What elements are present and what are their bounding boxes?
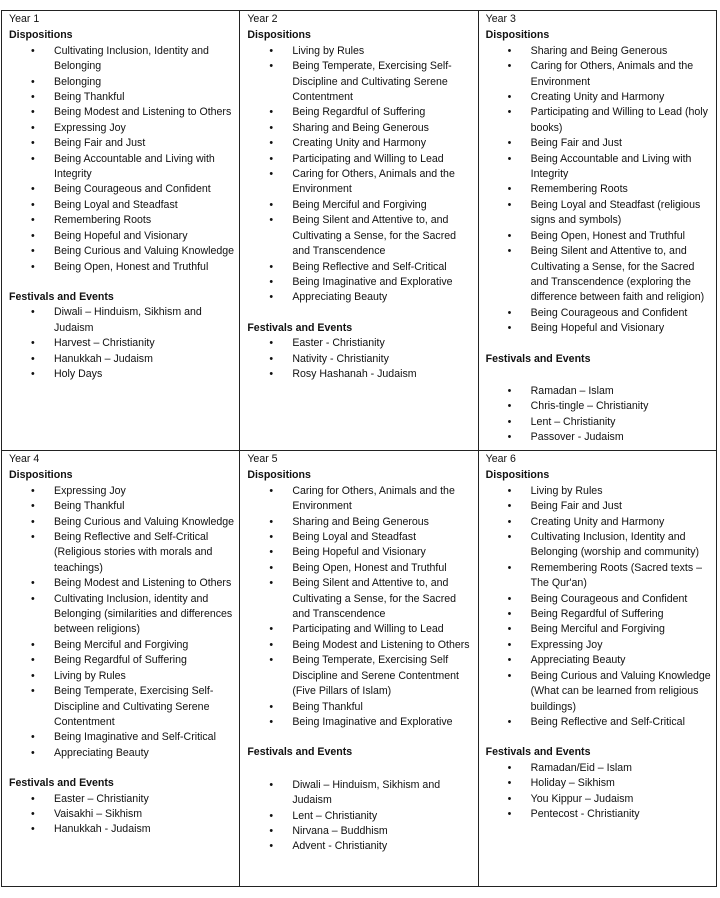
spacer — [247, 761, 473, 778]
dispositions-list — [486, 484, 712, 731]
list-item: • Being Accountable and Living with Integrity — [9, 152, 235, 183]
list-item: • Being Fair and Just — [9, 136, 235, 151]
list-item: • Being Reflective and Self-Critical (Religious stories with morals and teachings) — [9, 530, 235, 576]
list-item: • Being Thankful — [9, 90, 235, 105]
list-item: • Cultivating Inclusion, Identity and Belonging (worship and community) — [486, 530, 712, 561]
list-item: • Being Curious and Valuing Knowledge — [9, 244, 235, 259]
list-item: • Advent - Christianity — [247, 839, 473, 854]
dispositions-list — [9, 44, 235, 275]
list-item: • Being Temperate, Exercising Self-Discipline and Cultivating Serene Contentment — [9, 684, 235, 730]
list-item: • Being Hopeful and Visionary — [9, 229, 235, 244]
list-item: • Nativity - Christianity — [247, 352, 473, 367]
festivals-list — [247, 778, 473, 855]
list-item: • Being Loyal and Steadfast — [9, 198, 235, 213]
list-item: • Being Courageous and Confident — [486, 306, 712, 321]
list-item: • Diwali – Hinduism, Sikhism and Judaism — [9, 305, 235, 336]
festivals-heading: Festivals and Events — [247, 321, 353, 334]
list-item: • Harvest – Christianity — [9, 336, 235, 351]
festivals-list — [9, 792, 235, 838]
list-item: • Participating and Willing to Lead — [247, 152, 473, 167]
dispositions-heading: Dispositions — [485, 29, 550, 42]
list-item: • Being Temperate, Exercising Self Discipline and Serene Contentment (Five Pillars of Islam) — [247, 653, 473, 699]
list-item: • Being Accountable and Living with Integrity — [486, 152, 712, 183]
dispositions-heading: Dispositions — [247, 29, 311, 42]
festivals-heading: Festivals and Events — [485, 352, 591, 365]
list-item: • Sharing and Being Generous — [247, 121, 473, 136]
dispositions-list — [247, 484, 473, 731]
list-item: • Being Merciful and Forgiving — [9, 638, 235, 653]
list-item: • Being Reflective and Self-Critical — [247, 260, 473, 275]
list-item: • Being Courageous and Confident — [486, 592, 712, 607]
list-item: • Being Fair and Just — [486, 499, 712, 514]
list-item: • Being Courageous and Confident — [9, 182, 235, 197]
list-item: • Being Silent and Attentive to, and Cultivating a Sense, for the Sacred and Transcendence (exploring the difference between faith and religion) — [486, 244, 712, 306]
list-item: • Appreciating Beauty — [247, 290, 473, 305]
dispositions-list — [486, 44, 712, 337]
list-item: • Being Curious and Valuing Knowledge — [9, 515, 235, 530]
list-item: • Being Loyal and Steadfast (religious signs and symbols) — [486, 198, 712, 229]
dispositions-list — [247, 44, 473, 306]
list-item: • Sharing and Being Generous — [247, 515, 473, 530]
list-item: • Being Hopeful and Visionary — [486, 321, 712, 336]
table-row — [2, 451, 717, 887]
year-cell — [240, 11, 478, 451]
list-item: • Being Temperate, Exercising Self-Discipline and Cultivating Serene Contentment — [247, 59, 473, 105]
spacer — [247, 730, 473, 745]
year-label: Year 1 — [9, 13, 40, 25]
list-item: • Being Open, Honest and Truthful — [247, 561, 473, 576]
list-item: • Being Modest and Listening to Others — [9, 576, 235, 591]
list-item: • Easter – Christianity — [9, 792, 235, 807]
list-item: • Passover - Judaism — [486, 430, 712, 445]
spacer — [486, 367, 712, 384]
spacer — [9, 761, 235, 776]
year-label: Year 4 — [9, 453, 40, 465]
festivals-heading: Festivals and Events — [247, 746, 353, 759]
list-item: • Being Regardful of Suffering — [247, 105, 473, 120]
year-label: Year 6 — [485, 453, 516, 465]
list-item: • Being Regardful of Suffering — [486, 607, 712, 622]
list-item: • Rosy Hashanah - Judaism — [247, 367, 473, 382]
year-cell — [2, 11, 240, 451]
year-label: Year 5 — [247, 453, 278, 465]
dispositions-heading: Dispositions — [9, 29, 73, 42]
list-item: • Expressing Joy — [486, 638, 712, 653]
list-item: • You Kippur – Judaism — [486, 792, 712, 807]
year-cell — [478, 451, 716, 887]
list-item: • Being Open, Honest and Truthful — [9, 260, 235, 275]
list-item: • Being Reflective and Self-Critical — [486, 715, 712, 730]
year-cell — [478, 11, 716, 451]
spacer — [247, 306, 473, 321]
festivals-heading: Festivals and Events — [9, 777, 114, 790]
list-item: • Creating Unity and Harmony — [486, 515, 712, 530]
list-item: • Being Regardful of Suffering — [9, 653, 235, 668]
list-item: • Diwali – Hinduism, Sikhism and Judaism — [247, 778, 473, 809]
table-row — [2, 11, 717, 451]
list-item: • Remembering Roots (Sacred texts – The Qur'an) — [486, 561, 712, 592]
list-item: • Easter - Christianity — [247, 336, 473, 351]
year-cell — [240, 451, 478, 887]
list-item: • Being Modest and Listening to Others — [9, 105, 235, 120]
list-item: • Vaisakhi – Sikhism — [9, 807, 235, 822]
festivals-list — [486, 384, 712, 446]
list-item: • Being Hopeful and Visionary — [247, 545, 473, 560]
spacer — [486, 730, 712, 745]
list-item: • Living by Rules — [247, 44, 473, 59]
list-item: • Appreciating Beauty — [486, 653, 712, 668]
festivals-list — [486, 761, 712, 823]
list-item: • Being Fair and Just — [486, 136, 712, 151]
list-item: • Being Imaginative and Self-Critical — [9, 730, 235, 745]
dispositions-heading: Dispositions — [485, 469, 550, 482]
list-item: • Holiday – Sikhism — [486, 776, 712, 791]
year-label: Year 3 — [485, 13, 516, 25]
list-item: • Participating and Willing to Lead (holy books) — [486, 105, 712, 136]
festivals-list — [247, 336, 473, 382]
list-item: • Chris-tingle – Christianity — [486, 399, 712, 414]
list-item: • Lent – Christianity — [486, 415, 712, 430]
list-item: • Being Thankful — [247, 700, 473, 715]
list-item: • Cultivating Inclusion, identity and Belonging (similarities and differences between religions) — [9, 592, 235, 638]
dispositions-heading: Dispositions — [247, 469, 311, 482]
list-item: • Remembering Roots — [486, 182, 712, 197]
year-label: Year 2 — [247, 13, 278, 25]
list-item: • Being Silent and Attentive to, and Cultivating a Sense, for the Sacred and Transcendence — [247, 213, 473, 259]
list-item: • Hanukkah - Judaism — [9, 822, 235, 837]
list-item: • Hanukkah – Judaism — [9, 352, 235, 367]
list-item: • Being Silent and Attentive to, and Cultivating a Sense, for the Sacred and Transcendence — [247, 576, 473, 622]
spacer — [9, 275, 235, 290]
list-item: • Living by Rules — [9, 669, 235, 684]
list-item: • Being Imaginative and Explorative — [247, 715, 473, 730]
festivals-list — [9, 305, 235, 382]
list-item: • Creating Unity and Harmony — [247, 136, 473, 151]
list-item: • Belonging — [9, 75, 235, 90]
list-item: • Being Merciful and Forgiving — [247, 198, 473, 213]
list-item: • Being Imaginative and Explorative — [247, 275, 473, 290]
list-item: • Pentecost - Christianity — [486, 807, 712, 822]
list-item: • Ramadan/Eid – Islam — [486, 761, 712, 776]
dispositions-heading: Dispositions — [9, 469, 73, 482]
list-item: • Living by Rules — [486, 484, 712, 499]
list-item: • Being Curious and Valuing Knowledge (What can be learned from religious buildings) — [486, 669, 712, 715]
curriculum-table — [1, 10, 717, 887]
list-item: • Being Merciful and Forgiving — [486, 622, 712, 637]
list-item: • Caring for Others, Animals and the Environment — [247, 167, 473, 198]
list-item: • Appreciating Beauty — [9, 746, 235, 761]
list-item: • Holy Days — [9, 367, 235, 382]
dispositions-list — [9, 484, 235, 761]
festivals-heading: Festivals and Events — [9, 290, 114, 303]
list-item: • Expressing Joy — [9, 121, 235, 136]
list-item: • Nirvana – Buddhism — [247, 824, 473, 839]
list-item: • Being Loyal and Steadfast — [247, 530, 473, 545]
list-item: • Caring for Others, Animals and the Environment — [247, 484, 473, 515]
list-item: • Being Thankful — [9, 499, 235, 514]
list-item: • Participating and Willing to Lead — [247, 622, 473, 637]
festivals-heading: Festivals and Events — [485, 746, 591, 759]
list-item: • Being Open, Honest and Truthful — [486, 229, 712, 244]
list-item: • Remembering Roots — [9, 213, 235, 228]
list-item: • Creating Unity and Harmony — [486, 90, 712, 105]
spacer — [486, 337, 712, 352]
list-item: • Being Modest and Listening to Others — [247, 638, 473, 653]
year-cell — [2, 451, 240, 887]
list-item: • Lent – Christianity — [247, 809, 473, 824]
list-item: • Cultivating Inclusion, Identity and Belonging — [9, 44, 235, 75]
list-item: • Ramadan – Islam — [486, 384, 712, 399]
list-item: • Caring for Others, Animals and the Environment — [486, 59, 712, 90]
list-item: • Expressing Joy — [9, 484, 235, 499]
list-item: • Sharing and Being Generous — [486, 44, 712, 59]
